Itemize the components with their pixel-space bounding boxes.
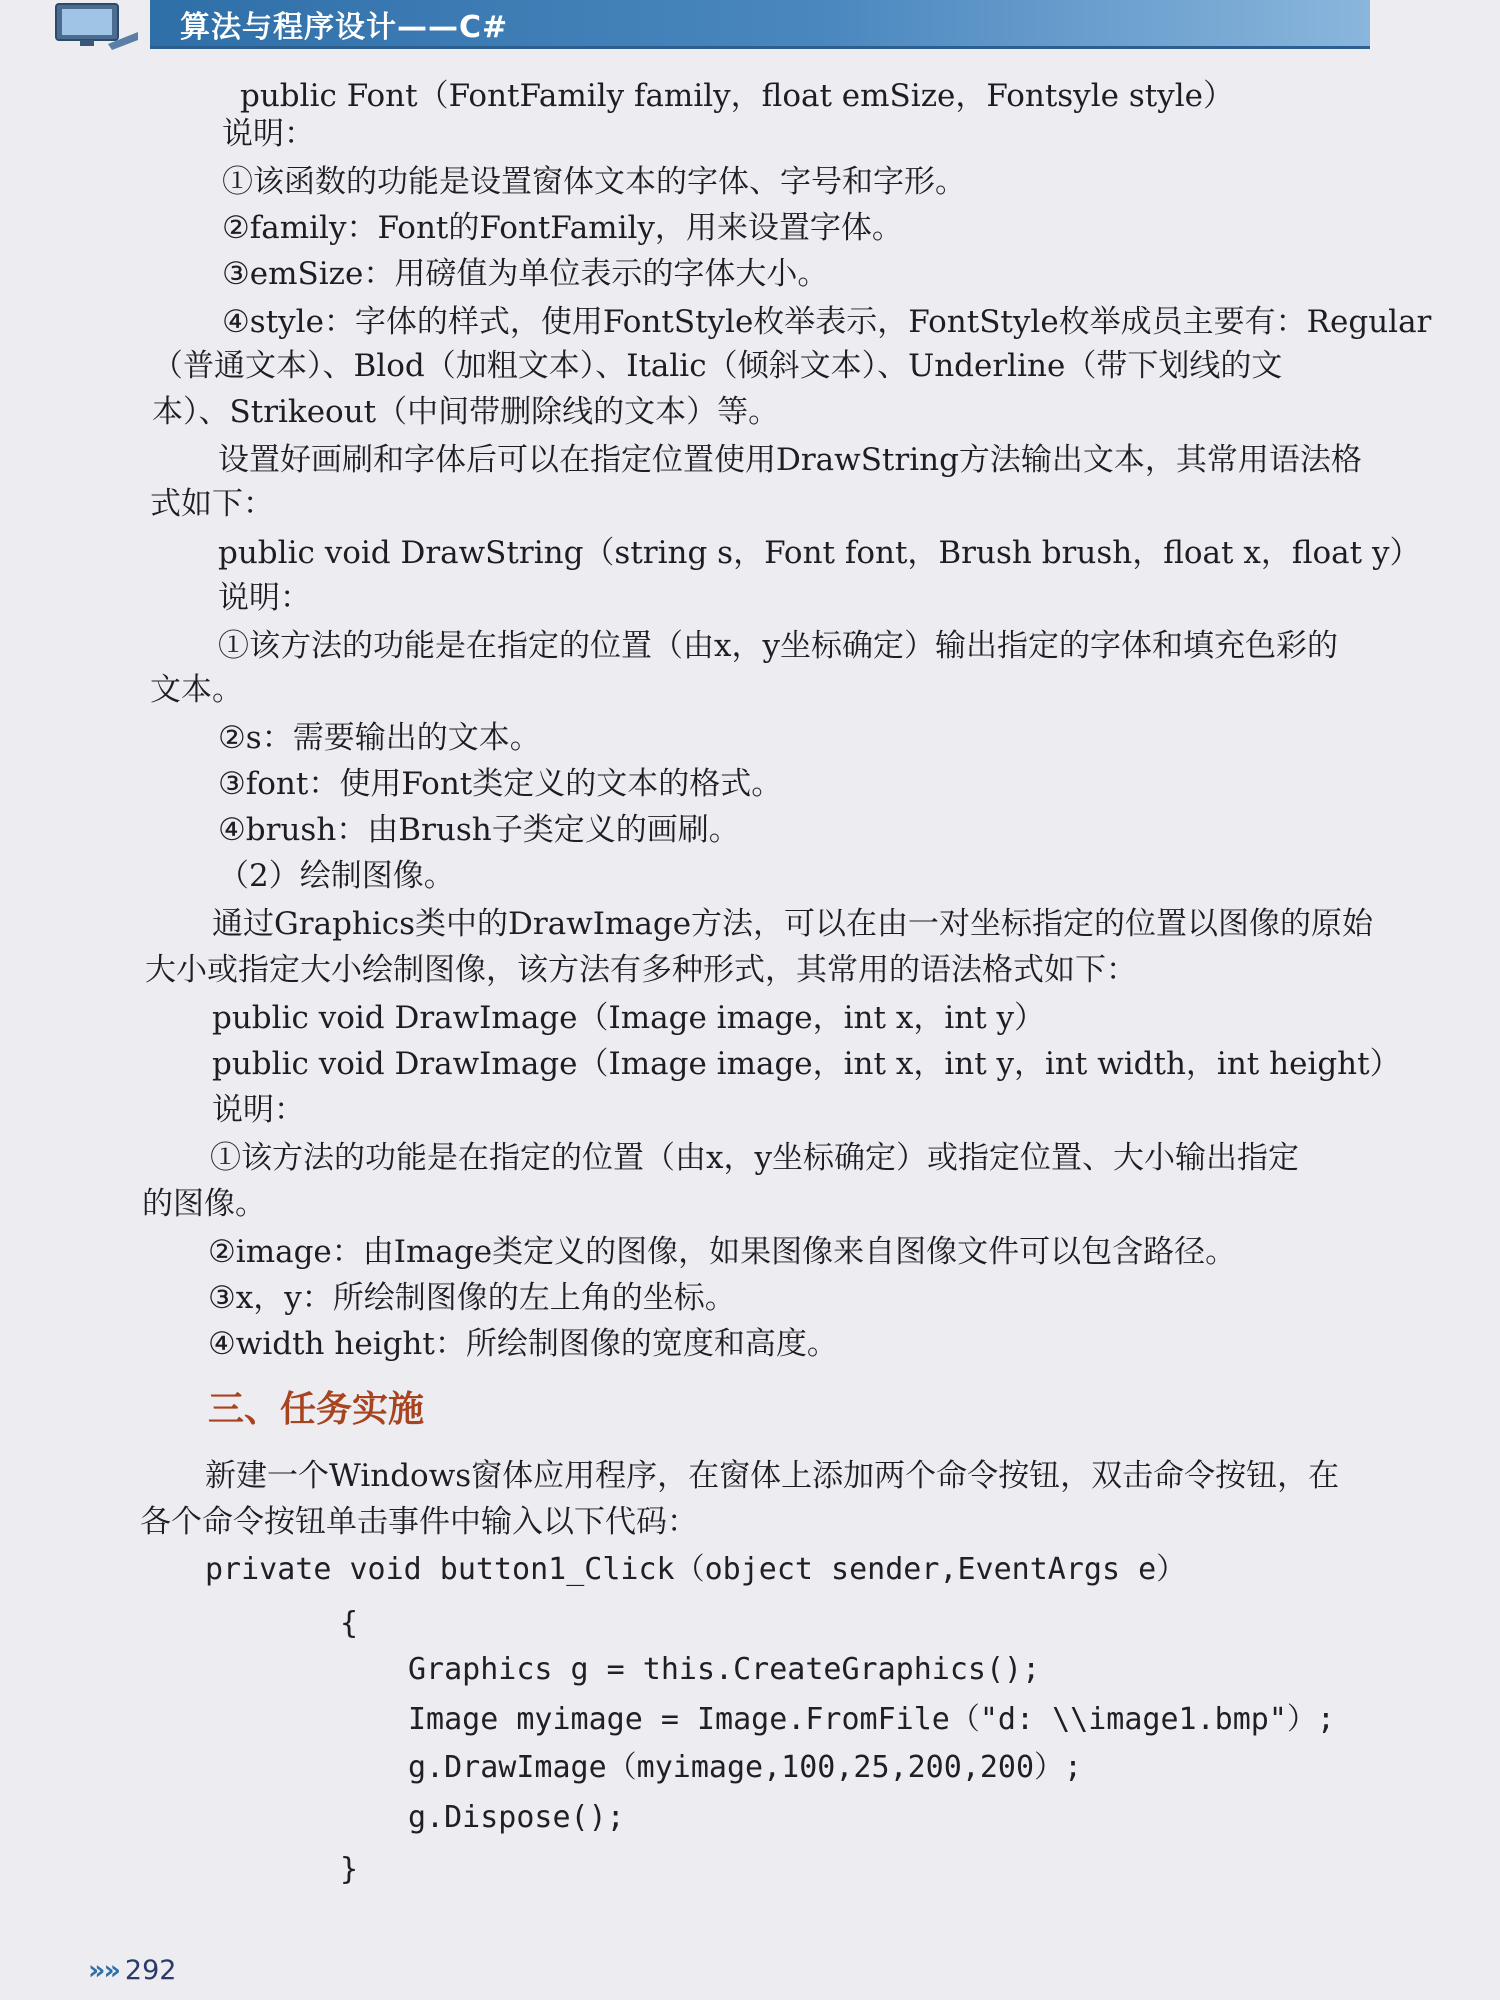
code-line: Image myimage = Image.FromFile（"d: \\image1.bmp"）;	[408, 1702, 1335, 1737]
text-line: 新建一个Windows窗体应用程序，在窗体上添加两个命令按钮，双击命令按钮，在	[205, 1458, 1340, 1494]
section-heading: 三、任务实施	[208, 1389, 425, 1430]
text-line: 式如下：	[150, 486, 274, 522]
note-label: 说明：	[218, 580, 311, 616]
drawstring-syntax: public void DrawString（string s，Font font，Brush brush，float x，float y）	[218, 535, 1421, 571]
book-title: 算法与程序设计——C#	[180, 10, 509, 45]
text-line: ③font：使用Font类定义的文本的格式。	[218, 766, 783, 802]
code-line: }	[340, 1852, 359, 1887]
text-line: ④width height：所绘制图像的宽度和高度。	[208, 1326, 838, 1362]
text-line: ④brush：由Brush子类定义的画刷。	[218, 812, 740, 848]
text-line: ②s：需要输出的文本。	[218, 720, 541, 756]
code-line: Graphics g = this.CreateGraphics();	[408, 1652, 1041, 1687]
font-constructor-syntax: public Font（FontFamily family，float emSize，Fontsyle style）	[240, 78, 1234, 114]
text-line: ②family：Font的FontFamily，用来设置字体。	[222, 210, 903, 246]
text-line: 的图像。	[142, 1186, 266, 1222]
text-line: ①该方法的功能是在指定的位置（由x，y坐标确定）或指定位置、大小输出指定	[210, 1140, 1299, 1176]
text-line: ②image：由Image类定义的图像，如果图像来自图像文件可以包含路径。	[208, 1234, 1237, 1270]
text-line: 通过Graphics类中的DrawImage方法，可以在由一对坐标指定的位置以图像的原始	[212, 906, 1374, 942]
page-number: 292	[124, 1955, 177, 1986]
text-line: ③x，y：所绘制图像的左上角的坐标。	[208, 1280, 736, 1316]
code-line: g.DrawImage（myimage,100,25,200,200）;	[408, 1750, 1083, 1785]
code-line: private void button1_Click（object sender,EventArgs e）	[205, 1552, 1187, 1587]
text-line: ④style：字体的样式，使用FontStyle枚举表示，FontStyle枚举成员主要有：Regular	[222, 304, 1432, 340]
text-line: （普通文本）、Blod（加粗文本）、Italic（倾斜文本）、Underline（带下划线的文	[152, 348, 1283, 384]
note-label: 说明：	[222, 116, 315, 152]
note-label: 说明：	[212, 1092, 305, 1128]
arrows-icon: »»	[88, 1955, 119, 1986]
computer-logo-icon	[50, 0, 140, 50]
text-line: 大小或指定大小绘制图像，该方法有多种形式，其常用的语法格式如下：	[145, 952, 1137, 988]
text-line: ①该方法的功能是在指定的位置（由x，y坐标确定）输出指定的字体和填充色彩的	[218, 628, 1338, 664]
text-line: 设置好画刷和字体后可以在指定位置使用DrawString方法输出文本，其常用语法格	[218, 442, 1362, 478]
drawimage-syntax: public void DrawImage（Image image，int x，int y，int width，int height）	[212, 1046, 1401, 1082]
drawimage-syntax: public void DrawImage（Image image，int x，int y）	[212, 1000, 1046, 1036]
code-line: {	[340, 1606, 359, 1641]
code-line: g.Dispose();	[408, 1800, 625, 1835]
page-footer	[88, 1955, 176, 1986]
text-line: 本）、Strikeout（中间带删除线的文本）等。	[152, 394, 780, 430]
subsection-heading: （2）绘制图像。	[218, 858, 455, 894]
text-line: ③emSize：用磅值为单位表示的字体大小。	[222, 256, 829, 292]
text-line: ①该函数的功能是设置窗体文本的字体、字号和字形。	[222, 164, 966, 200]
text-line: 各个命令按钮单击事件中输入以下代码：	[140, 1504, 698, 1540]
text-line: 文本。	[150, 672, 243, 708]
